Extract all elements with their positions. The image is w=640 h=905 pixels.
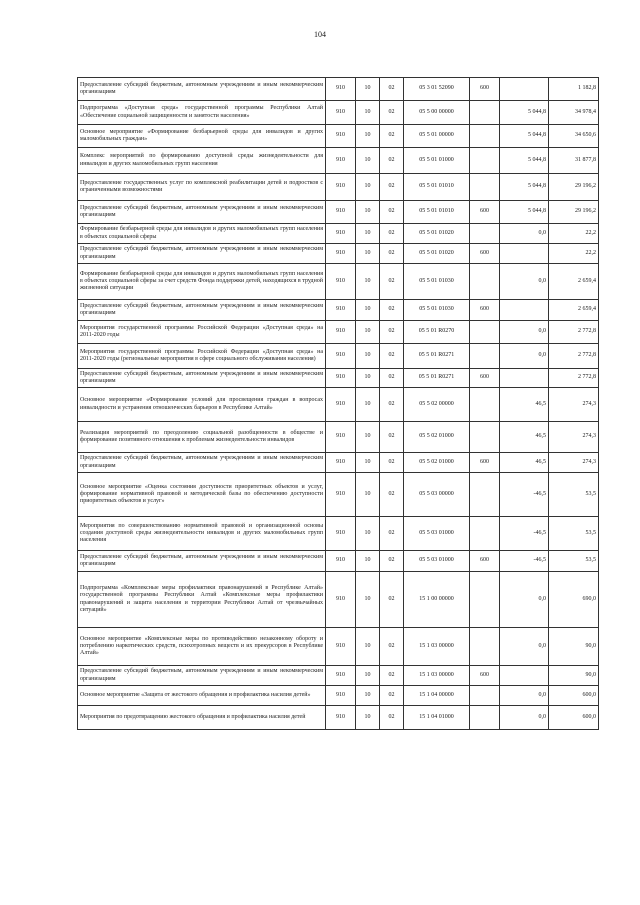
table-row xyxy=(78,300,599,321)
target-article-cell: 05 5 02 01000 xyxy=(404,422,470,453)
amount-change-cell: -46,5 xyxy=(500,551,549,572)
ministry-code-cell: 910 xyxy=(326,125,356,148)
subsection-code-cell: 02 xyxy=(380,551,404,572)
section-code-cell: 10 xyxy=(356,628,380,666)
amount-total-cell: 2 772,8 xyxy=(549,321,599,344)
target-article-cell: 05 5 03 00000 xyxy=(404,473,470,517)
amount-total-cell: 2 772,8 xyxy=(549,369,599,388)
ministry-code-cell: 910 xyxy=(326,148,356,174)
item-name-cell: Предоставление субсидий бюджетным, автономным учреждениям и иным некоммерческим организациям xyxy=(78,201,326,224)
subsection-code-cell: 02 xyxy=(380,300,404,321)
section-code-cell: 10 xyxy=(356,174,380,201)
table-row xyxy=(78,551,599,572)
amount-total-cell: 274,3 xyxy=(549,453,599,473)
expense-type-cell: 600 xyxy=(470,300,500,321)
amount-change-cell: 46,5 xyxy=(500,453,549,473)
target-article-cell: 05 5 01 00000 xyxy=(404,125,470,148)
budget-table xyxy=(77,77,599,730)
section-code-cell: 10 xyxy=(356,686,380,706)
subsection-code-cell: 02 xyxy=(380,101,404,125)
ministry-code-cell: 910 xyxy=(326,224,356,244)
item-name-cell: Формирование безбарьерной среды для инвалидов и других маломобильных групп населения в объектах социальной сферы за счет средств Фонда поддержки детей, находящихся в трудной жизненной ситуации xyxy=(78,264,326,300)
amount-change-cell: 5 044,8 xyxy=(500,174,549,201)
subsection-code-cell: 02 xyxy=(380,388,404,422)
target-article-cell: 05 5 02 01000 xyxy=(404,453,470,473)
target-article-cell: 05 5 01 01020 xyxy=(404,244,470,264)
section-code-cell: 10 xyxy=(356,473,380,517)
section-code-cell: 10 xyxy=(356,422,380,453)
target-article-cell: 05 5 03 01000 xyxy=(404,517,470,551)
ministry-code-cell: 910 xyxy=(326,344,356,369)
target-article-cell: 05 5 01 01030 xyxy=(404,264,470,300)
section-code-cell: 10 xyxy=(356,300,380,321)
subsection-code-cell: 02 xyxy=(380,473,404,517)
amount-total-cell: 22,2 xyxy=(549,244,599,264)
expense-type-cell xyxy=(470,125,500,148)
amount-change-cell: 5 044,8 xyxy=(500,148,549,174)
table-row xyxy=(78,453,599,473)
section-code-cell: 10 xyxy=(356,125,380,148)
expense-type-cell xyxy=(470,517,500,551)
ministry-code-cell: 910 xyxy=(326,686,356,706)
ministry-code-cell: 910 xyxy=(326,101,356,125)
subsection-code-cell: 02 xyxy=(380,224,404,244)
subsection-code-cell: 02 xyxy=(380,148,404,174)
ministry-code-cell: 910 xyxy=(326,473,356,517)
expense-type-cell xyxy=(470,686,500,706)
subsection-code-cell: 02 xyxy=(380,174,404,201)
item-name-cell: Основное мероприятие «Формирование безбарьерной среды для инвалидов и других маломобильных граждан» xyxy=(78,125,326,148)
ministry-code-cell: 910 xyxy=(326,388,356,422)
item-name-cell: Основное мероприятие «Оценка состояния доступности приоритетных объектов и услуг, формирование нормативной правовой и методической базы по обеспечению доступности приоритетных объектов и услуг» xyxy=(78,473,326,517)
item-name-cell: Подпрограмма «Доступная среда» государственной программы Республики Алтай «Обеспечение социальной защищенности и занятости населения» xyxy=(78,101,326,125)
item-name-cell: Предоставление государственных услуг по комплексной реабилитации детей и подростков с ограниченными возможностями xyxy=(78,174,326,201)
amount-total-cell: 29 196,2 xyxy=(549,174,599,201)
item-name-cell: Подпрограмма «Комплексные меры профилактики правонарушений в Республике Алтай» государственной программы Республики Алтай «Комплексные меры профилактики правонарушений и защита населения и территории Республики Алтай от чрезвычайных ситуаций» xyxy=(78,572,326,628)
amount-total-cell: 31 877,8 xyxy=(549,148,599,174)
target-article-cell: 05 5 01 01010 xyxy=(404,201,470,224)
amount-total-cell: 274,3 xyxy=(549,422,599,453)
item-name-cell: Мероприятия государственной программы Российской Федерации «Доступная среда» на 2011-2020 годы xyxy=(78,321,326,344)
ministry-code-cell: 910 xyxy=(326,300,356,321)
target-article-cell: 05 5 01 01020 xyxy=(404,224,470,244)
subsection-code-cell: 02 xyxy=(380,453,404,473)
amount-change-cell: 0,0 xyxy=(500,321,549,344)
item-name-cell: Предоставление субсидий бюджетным, автономным учреждениям и иным некоммерческим организациям xyxy=(78,453,326,473)
section-code-cell: 10 xyxy=(356,388,380,422)
expense-type-cell xyxy=(470,344,500,369)
section-code-cell: 10 xyxy=(356,344,380,369)
item-name-cell: Мероприятия государственной программы Российской Федерации «Доступная среда» на 2011-2020 годы (региональные мероприятия в сфере социального обслуживания населения) xyxy=(78,344,326,369)
table-row xyxy=(78,224,599,244)
amount-total-cell: 2 659,4 xyxy=(549,300,599,321)
amount-total-cell: 690,0 xyxy=(549,572,599,628)
item-name-cell: Мероприятия по совершенствованию нормативной правовой и организационной основы создания доступной среды жизнедеятельности инвалидов и других маломобильных групп населения xyxy=(78,517,326,551)
target-article-cell: 15 1 04 00000 xyxy=(404,686,470,706)
item-name-cell: Предоставление субсидий бюджетным, автономным учреждениям и иным некоммерческим организациям xyxy=(78,244,326,264)
section-code-cell: 10 xyxy=(356,572,380,628)
expense-type-cell xyxy=(470,101,500,125)
amount-change-cell: 46,5 xyxy=(500,388,549,422)
expense-type-cell xyxy=(470,706,500,730)
subsection-code-cell: 02 xyxy=(380,666,404,686)
ministry-code-cell: 910 xyxy=(326,666,356,686)
amount-total-cell: 1 182,8 xyxy=(549,78,599,101)
table-row xyxy=(78,369,599,388)
table-row xyxy=(78,517,599,551)
amount-total-cell: 53,5 xyxy=(549,517,599,551)
amount-change-cell: 5 044,8 xyxy=(500,125,549,148)
target-article-cell: 15 1 04 01000 xyxy=(404,706,470,730)
target-article-cell: 05 5 01 01000 xyxy=(404,148,470,174)
ministry-code-cell: 910 xyxy=(326,321,356,344)
ministry-code-cell: 910 xyxy=(326,517,356,551)
subsection-code-cell: 02 xyxy=(380,201,404,224)
section-code-cell: 10 xyxy=(356,517,380,551)
section-code-cell: 10 xyxy=(356,264,380,300)
amount-change-cell xyxy=(500,300,549,321)
table-row xyxy=(78,201,599,224)
amount-change-cell: 0,0 xyxy=(500,706,549,730)
target-article-cell: 05 5 01 R0270 xyxy=(404,321,470,344)
table-row xyxy=(78,244,599,264)
target-article-cell: 05 3 01 52090 xyxy=(404,78,470,101)
ministry-code-cell: 910 xyxy=(326,264,356,300)
ministry-code-cell: 910 xyxy=(326,369,356,388)
amount-total-cell: 2 659,4 xyxy=(549,264,599,300)
amount-total-cell: 274,3 xyxy=(549,388,599,422)
section-code-cell: 10 xyxy=(356,706,380,730)
amount-change-cell: 0,0 xyxy=(500,628,549,666)
expense-type-cell xyxy=(470,473,500,517)
amount-total-cell: 90,0 xyxy=(549,666,599,686)
amount-total-cell: 600,0 xyxy=(549,706,599,730)
amount-change-cell xyxy=(500,78,549,101)
subsection-code-cell: 02 xyxy=(380,572,404,628)
table-row xyxy=(78,125,599,148)
amount-change-cell xyxy=(500,244,549,264)
expense-type-cell: 600 xyxy=(470,78,500,101)
table-row xyxy=(78,686,599,706)
item-name-cell: Предоставление субсидий бюджетным, автономным учреждениям и иным некоммерческим организациям xyxy=(78,666,326,686)
target-article-cell: 05 5 01 R0271 xyxy=(404,369,470,388)
expense-type-cell xyxy=(470,628,500,666)
section-code-cell: 10 xyxy=(356,453,380,473)
item-name-cell: Основное мероприятие «Защита от жестокого обращения и профилактика насилия детей» xyxy=(78,686,326,706)
table-row xyxy=(78,628,599,666)
target-article-cell: 15 1 00 00000 xyxy=(404,572,470,628)
expense-type-cell xyxy=(470,422,500,453)
amount-total-cell: 90,0 xyxy=(549,628,599,666)
expense-type-cell xyxy=(470,148,500,174)
subsection-code-cell: 02 xyxy=(380,517,404,551)
expense-type-cell: 600 xyxy=(470,244,500,264)
ministry-code-cell: 910 xyxy=(326,706,356,730)
expense-type-cell: 600 xyxy=(470,453,500,473)
expense-type-cell: 600 xyxy=(470,666,500,686)
page-number: 104 xyxy=(314,30,326,39)
section-code-cell: 10 xyxy=(356,369,380,388)
item-name-cell: Реализация мероприятий по преодолению социальной разобщенности в обществе и формирование позитивного отношения к проблемам жизнедеятельности инвалидов xyxy=(78,422,326,453)
item-name-cell: Предоставление субсидий бюджетным, автономным учреждениям и иным некоммерческим организациям xyxy=(78,78,326,101)
target-article-cell: 15 1 03 00000 xyxy=(404,666,470,686)
ministry-code-cell: 910 xyxy=(326,453,356,473)
amount-change-cell: 5 044,8 xyxy=(500,101,549,125)
expense-type-cell: 600 xyxy=(470,551,500,572)
item-name-cell: Предоставление субсидий бюджетным, автономным учреждениям и иным некоммерческим организациям xyxy=(78,300,326,321)
table-row xyxy=(78,174,599,201)
table-body xyxy=(78,78,599,730)
subsection-code-cell: 02 xyxy=(380,686,404,706)
amount-total-cell: 53,5 xyxy=(549,551,599,572)
ministry-code-cell: 910 xyxy=(326,244,356,264)
target-article-cell: 05 5 00 00000 xyxy=(404,101,470,125)
subsection-code-cell: 02 xyxy=(380,369,404,388)
expense-type-cell: 600 xyxy=(470,201,500,224)
table-row xyxy=(78,666,599,686)
item-name-cell: Комплекс мероприятий по формированию доступной среды жизнедеятельности для инвалидов и других маломобильных групп населения xyxy=(78,148,326,174)
subsection-code-cell: 02 xyxy=(380,344,404,369)
subsection-code-cell: 02 xyxy=(380,125,404,148)
section-code-cell: 10 xyxy=(356,78,380,101)
amount-change-cell: 0,0 xyxy=(500,344,549,369)
table-row xyxy=(78,78,599,101)
subsection-code-cell: 02 xyxy=(380,244,404,264)
amount-change-cell: 0,0 xyxy=(500,572,549,628)
amount-total-cell: 53,5 xyxy=(549,473,599,517)
amount-total-cell: 22,2 xyxy=(549,224,599,244)
section-code-cell: 10 xyxy=(356,101,380,125)
table-row xyxy=(78,473,599,517)
item-name-cell: Мероприятия по предотвращению жестокого обращения и профилактика насилия детей xyxy=(78,706,326,730)
table-row xyxy=(78,388,599,422)
ministry-code-cell: 910 xyxy=(326,628,356,666)
amount-change-cell: 46,5 xyxy=(500,422,549,453)
expense-type-cell xyxy=(470,388,500,422)
ministry-code-cell: 910 xyxy=(326,572,356,628)
amount-total-cell: 29 196,2 xyxy=(549,201,599,224)
amount-change-cell: -46,5 xyxy=(500,473,549,517)
amount-change-cell: -46,5 xyxy=(500,517,549,551)
amount-change-cell: 0,0 xyxy=(500,686,549,706)
table-row xyxy=(78,422,599,453)
section-code-cell: 10 xyxy=(356,224,380,244)
expense-type-cell xyxy=(470,572,500,628)
subsection-code-cell: 02 xyxy=(380,78,404,101)
amount-total-cell: 34 650,6 xyxy=(549,125,599,148)
table-row xyxy=(78,706,599,730)
item-name-cell: Основное мероприятие «Комплексные меры по противодействию незаконному обороту и потреблению наркотических средств, психотропных веществ и их прекурсоров в Республике Алтай» xyxy=(78,628,326,666)
subsection-code-cell: 02 xyxy=(380,628,404,666)
target-article-cell: 05 5 01 R0271 xyxy=(404,344,470,369)
target-article-cell: 05 5 03 01000 xyxy=(404,551,470,572)
amount-change-cell xyxy=(500,666,549,686)
amount-change-cell: 0,0 xyxy=(500,264,549,300)
amount-change-cell: 0,0 xyxy=(500,224,549,244)
target-article-cell: 15 1 03 00000 xyxy=(404,628,470,666)
ministry-code-cell: 910 xyxy=(326,78,356,101)
section-code-cell: 10 xyxy=(356,244,380,264)
expense-type-cell: 600 xyxy=(470,369,500,388)
target-article-cell: 05 5 02 00000 xyxy=(404,388,470,422)
ministry-code-cell: 910 xyxy=(326,422,356,453)
expense-type-cell xyxy=(470,224,500,244)
table-row xyxy=(78,321,599,344)
item-name-cell: Формирование безбарьерной среды для инвалидов и других маломобильных групп населения в объектах социальной сферы xyxy=(78,224,326,244)
amount-total-cell: 34 978,4 xyxy=(549,101,599,125)
subsection-code-cell: 02 xyxy=(380,706,404,730)
ministry-code-cell: 910 xyxy=(326,174,356,201)
table-row xyxy=(78,148,599,174)
table-row xyxy=(78,344,599,369)
amount-total-cell: 2 772,8 xyxy=(549,344,599,369)
target-article-cell: 05 5 01 01030 xyxy=(404,300,470,321)
subsection-code-cell: 02 xyxy=(380,422,404,453)
expense-type-cell xyxy=(470,321,500,344)
section-code-cell: 10 xyxy=(356,551,380,572)
item-name-cell: Основное мероприятие «Формирование условий для просвещения граждан в вопросах инвалидности и устранения отношенческих барьеров в Республике Алтай» xyxy=(78,388,326,422)
table-row xyxy=(78,572,599,628)
expense-type-cell xyxy=(470,174,500,201)
ministry-code-cell: 910 xyxy=(326,201,356,224)
item-name-cell: Предоставление субсидий бюджетным, автономным учреждениям и иным некоммерческим организациям xyxy=(78,551,326,572)
subsection-code-cell: 02 xyxy=(380,264,404,300)
section-code-cell: 10 xyxy=(356,666,380,686)
table-row xyxy=(78,264,599,300)
amount-total-cell: 600,0 xyxy=(549,686,599,706)
section-code-cell: 10 xyxy=(356,201,380,224)
expense-type-cell xyxy=(470,264,500,300)
ministry-code-cell: 910 xyxy=(326,551,356,572)
table-row xyxy=(78,101,599,125)
amount-change-cell: 5 044,8 xyxy=(500,201,549,224)
section-code-cell: 10 xyxy=(356,321,380,344)
target-article-cell: 05 5 01 01010 xyxy=(404,174,470,201)
section-code-cell: 10 xyxy=(356,148,380,174)
subsection-code-cell: 02 xyxy=(380,321,404,344)
item-name-cell: Предоставление субсидий бюджетным, автономным учреждениям и иным некоммерческим организациям xyxy=(78,369,326,388)
amount-change-cell xyxy=(500,369,549,388)
